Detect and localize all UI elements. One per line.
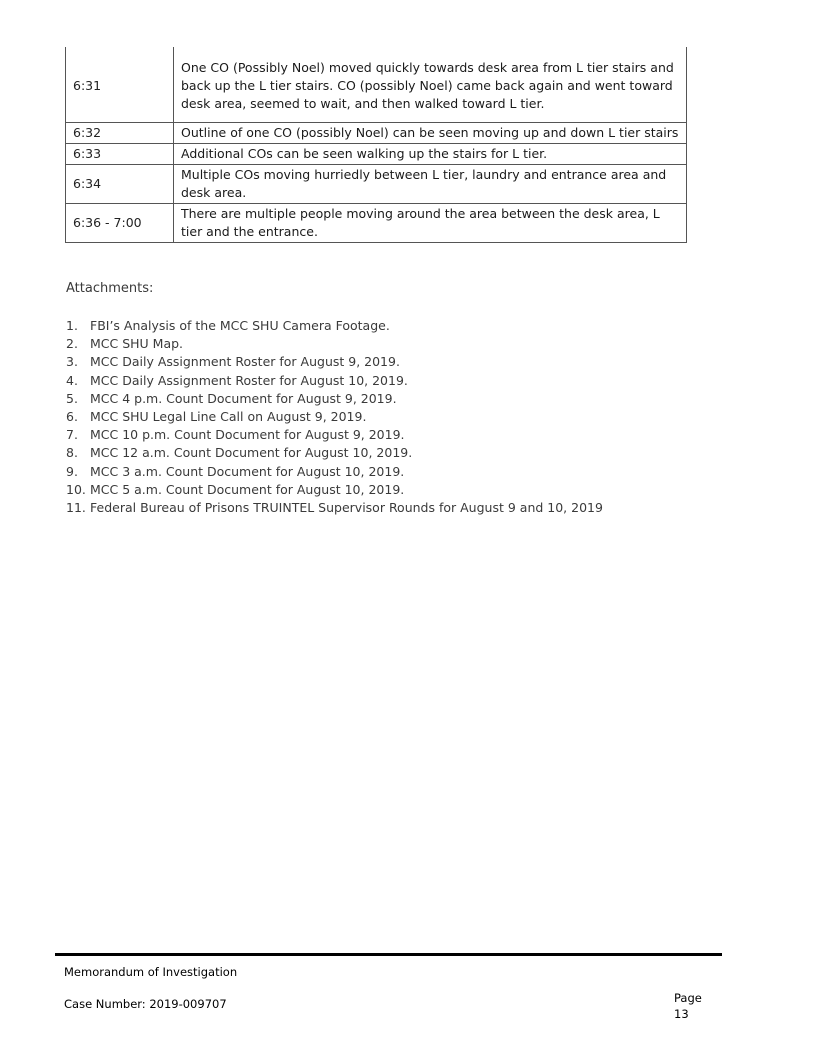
table-row	[66, 204, 687, 243]
list-item	[66, 481, 603, 499]
attachments-list	[66, 317, 603, 517]
list-text: MCC 4 p.m. Count Document for August 9, 2019.	[90, 390, 397, 406]
table-row	[66, 123, 687, 144]
timeline-table	[65, 47, 687, 243]
list-number: 11.	[66, 500, 86, 516]
list-number: 10.	[66, 481, 86, 497]
page-indicator	[674, 990, 702, 1022]
list-item	[66, 499, 603, 517]
description-cell: Additional COs can be seen walking up the stairs for L tier.	[174, 144, 687, 165]
list-number: 8.	[66, 445, 78, 461]
list-number: 3.	[66, 354, 78, 370]
time-cell: 6:31	[66, 47, 174, 123]
list-number: 9.	[66, 463, 78, 479]
list-text: FBI’s Analysis of the MCC SHU Camera Footage.	[90, 318, 390, 333]
time-cell: 6:33	[66, 144, 174, 165]
list-text: MCC 10 p.m. Count Document for August 9, 2019.	[90, 427, 405, 443]
list-number: 1.	[66, 318, 78, 333]
list-number: 7.	[66, 427, 78, 443]
page-label: Page	[674, 991, 702, 1005]
page-number: 13	[674, 1007, 689, 1021]
time-cell: 6:34	[66, 165, 174, 204]
table-row	[66, 47, 687, 123]
list-item	[66, 463, 603, 481]
description-cell: There are multiple people moving around the area between the desk area, L tier and the entrance.	[174, 204, 687, 243]
list-item	[66, 317, 603, 335]
description-cell: One CO (Possibly Noel) moved quickly towards desk area from L tier stairs and back up the L tier stairs. CO (possibly Noel) came back again and went toward desk area, seemed to wait, and then walked toward L tier.	[174, 47, 687, 123]
list-number: 4.	[66, 372, 78, 388]
table-row	[66, 165, 687, 204]
list-text: MCC 3 a.m. Count Document for August 10, 2019.	[90, 463, 405, 479]
list-item	[66, 353, 603, 371]
list-text: MCC SHU Map.	[90, 336, 184, 352]
list-item	[66, 426, 603, 444]
list-text: MCC Daily Assignment Roster for August 10, 2019.	[90, 372, 408, 388]
list-text: MCC Daily Assignment Roster for August 9, 2019.	[90, 354, 400, 370]
attachments-heading: Attachments:	[66, 281, 154, 296]
list-text: Federal Bureau of Prisons TRUINTEL Supervisor Rounds for August 9 and 10, 2019	[90, 500, 603, 516]
list-item	[66, 372, 603, 390]
list-text: MCC 12 a.m. Count Document for August 10, 2019.	[90, 445, 413, 461]
time-cell: 6:32	[66, 123, 174, 144]
list-item	[66, 408, 603, 426]
table-row	[66, 144, 687, 165]
time-cell: 6:36 - 7:00	[66, 204, 174, 243]
list-number: 2.	[66, 336, 78, 352]
list-number: 5.	[66, 390, 78, 406]
case-number: Case Number: 2019-009707	[64, 997, 227, 1011]
list-item	[66, 444, 603, 462]
list-item	[66, 390, 603, 408]
description-cell: Multiple COs moving hurriedly between L tier, laundry and entrance area and desk area.	[174, 165, 687, 204]
list-text: MCC SHU Legal Line Call on August 9, 2019.	[90, 409, 367, 425]
list-item	[66, 335, 603, 353]
footer-divider	[55, 953, 722, 956]
description-cell: Outline of one CO (possibly Noel) can be seen moving up and down L tier stairs	[174, 123, 687, 144]
footer-title: Memorandum of Investigation	[64, 965, 238, 979]
list-text: MCC 5 a.m. Count Document for August 10, 2019.	[90, 481, 405, 497]
list-number: 6.	[66, 409, 78, 425]
